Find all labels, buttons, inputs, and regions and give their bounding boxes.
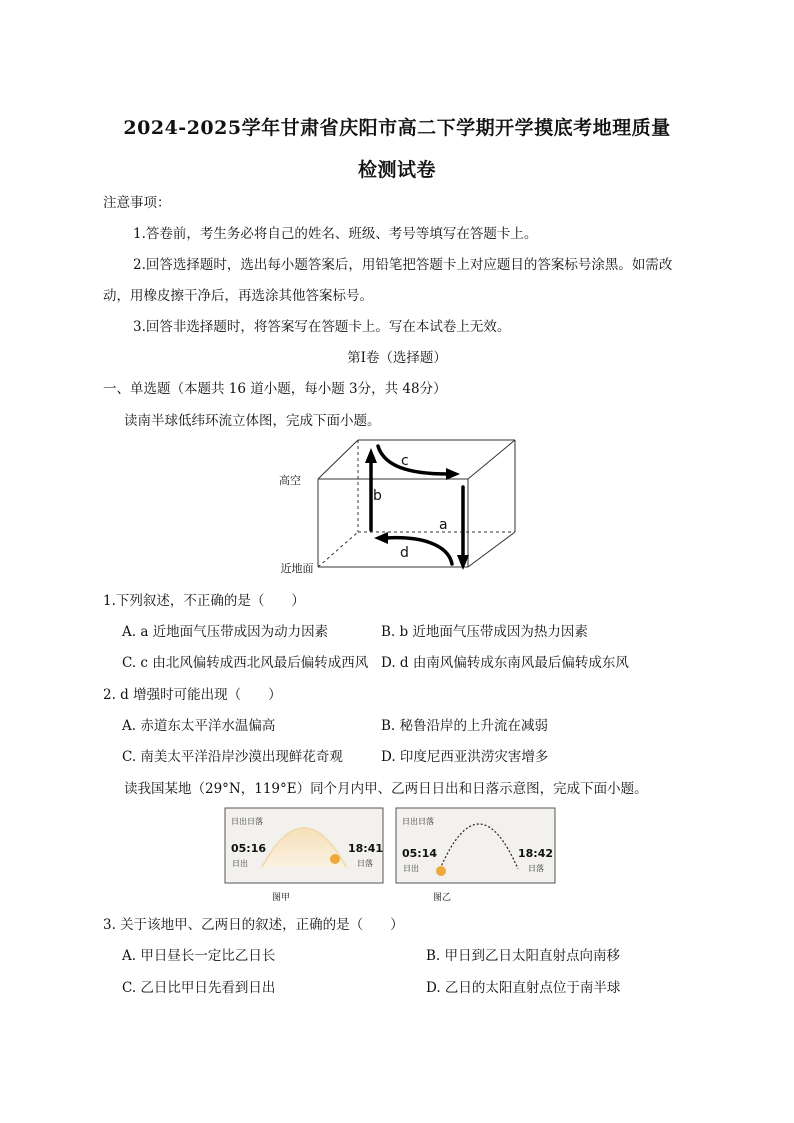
notice-item-3: 3.回答非选择题时，将答案写在答题卡上。写在本试卷上无效。 bbox=[133, 319, 511, 335]
q3-option-a: A. 甲日昼长一定比乙日长 bbox=[122, 948, 276, 964]
panel-yi-sunrise-label: 日出 bbox=[403, 864, 419, 873]
notice-item-2-cont: 动，用橡皮擦干净后，再选涂其他答案标号。 bbox=[103, 288, 373, 304]
document-title-line2: 检测试卷 bbox=[357, 159, 436, 181]
arrow-c bbox=[378, 446, 448, 474]
panel-yi-header: 日出日落 bbox=[402, 817, 434, 826]
panel-yi bbox=[396, 808, 555, 903]
panel-jia bbox=[225, 808, 383, 903]
part1-heading: 一、单选题（本题共 16 道小题，每小题 3分，共 48分） bbox=[103, 381, 447, 397]
q1-stem: 1.下列叙述，不正确的是（ ） bbox=[103, 593, 305, 609]
label-c: c bbox=[401, 453, 409, 469]
section-label: 第Ⅰ卷（选择题） bbox=[347, 350, 447, 366]
q2-option-b: B. 秘鲁沿岸的上升流在减弱 bbox=[381, 718, 549, 734]
panel-yi-sunset-time: 18:42 bbox=[518, 847, 554, 860]
panel-jia-sunrise-time: 05:16 bbox=[231, 842, 267, 855]
label-b: b bbox=[373, 488, 382, 504]
q3-stem: 3. 关于该地甲、乙两日的叙述，正确的是（ ） bbox=[103, 917, 404, 933]
q1-option-d: D. d 由南风偏转成东南风最后偏转成东风 bbox=[381, 655, 629, 671]
q2-option-d: D. 印度尼西亚洪涝灾害增多 bbox=[381, 749, 549, 765]
notice-heading: 注意事项： bbox=[103, 195, 171, 211]
panel-yi-sunrise-time: 05:14 bbox=[402, 847, 438, 860]
panel-jia-sunset-time: 18:41 bbox=[348, 842, 384, 855]
document-title-line1: 2024-2025学年甘肃省庆阳市高二下学期开学摸底考地理质量 bbox=[123, 117, 671, 139]
panel-jia-sunset-label: 日落 bbox=[357, 859, 373, 868]
q1-option-a: A. a 近地面气压带成因为动力因素 bbox=[122, 624, 329, 640]
label-d: d bbox=[400, 545, 409, 561]
sun-icon bbox=[330, 854, 340, 864]
intro-text-1: 读南半球低纬环流立体图，完成下面小题。 bbox=[124, 413, 381, 429]
sunrise-sunset-figure bbox=[224, 807, 558, 907]
q3-option-b: B. 甲日到乙日太阳直射点向南移 bbox=[426, 948, 621, 964]
q1-option-b: B. b 近地面气压带成因为热力因素 bbox=[381, 624, 588, 640]
intro-text-2: 读我国某地（29°N，119°E）同个月内甲、乙两日日出和日落示意图，完成下面小题。 bbox=[124, 781, 648, 797]
panel-jia-header: 日出日落 bbox=[231, 817, 263, 826]
caption-yi: 图乙 bbox=[433, 893, 452, 903]
label-high-altitude: 高空 bbox=[279, 474, 301, 487]
arrow-d bbox=[386, 538, 452, 564]
sun-icon bbox=[436, 866, 446, 876]
panel-jia-sunrise-label: 日出 bbox=[232, 859, 248, 868]
q1-option-c: C. c 由北风偏转成西北风最后偏转成西风 bbox=[122, 655, 369, 671]
q3-option-c: C. 乙日比甲日先看到日出 bbox=[122, 980, 276, 996]
circulation-diagram bbox=[270, 432, 525, 578]
notice-item-2: 2.回答选择题时，选出每小题答案后，用铅笔把答题卡上对应题目的答案标号涂黑。如需改 bbox=[133, 257, 673, 273]
q2-option-a: A. 赤道东太平洋水温偏高 bbox=[122, 718, 276, 734]
caption-jia: 图甲 bbox=[272, 893, 291, 903]
q2-stem: 2. d 增强时可能出现（ ） bbox=[103, 687, 282, 703]
label-a: a bbox=[439, 517, 448, 533]
notice-item-1: 1.答卷前，考生务必将自己的姓名、班级、考号等填写在答题卡上。 bbox=[133, 226, 538, 242]
q3-option-d: D. 乙日的太阳直射点位于南半球 bbox=[426, 980, 621, 996]
panel-yi-sunset-label: 日落 bbox=[528, 864, 544, 873]
q2-option-c: C. 南美太平洋沿岸沙漠出现鲜花奇观 bbox=[122, 749, 343, 765]
label-near-ground: 近地面 bbox=[280, 562, 314, 575]
